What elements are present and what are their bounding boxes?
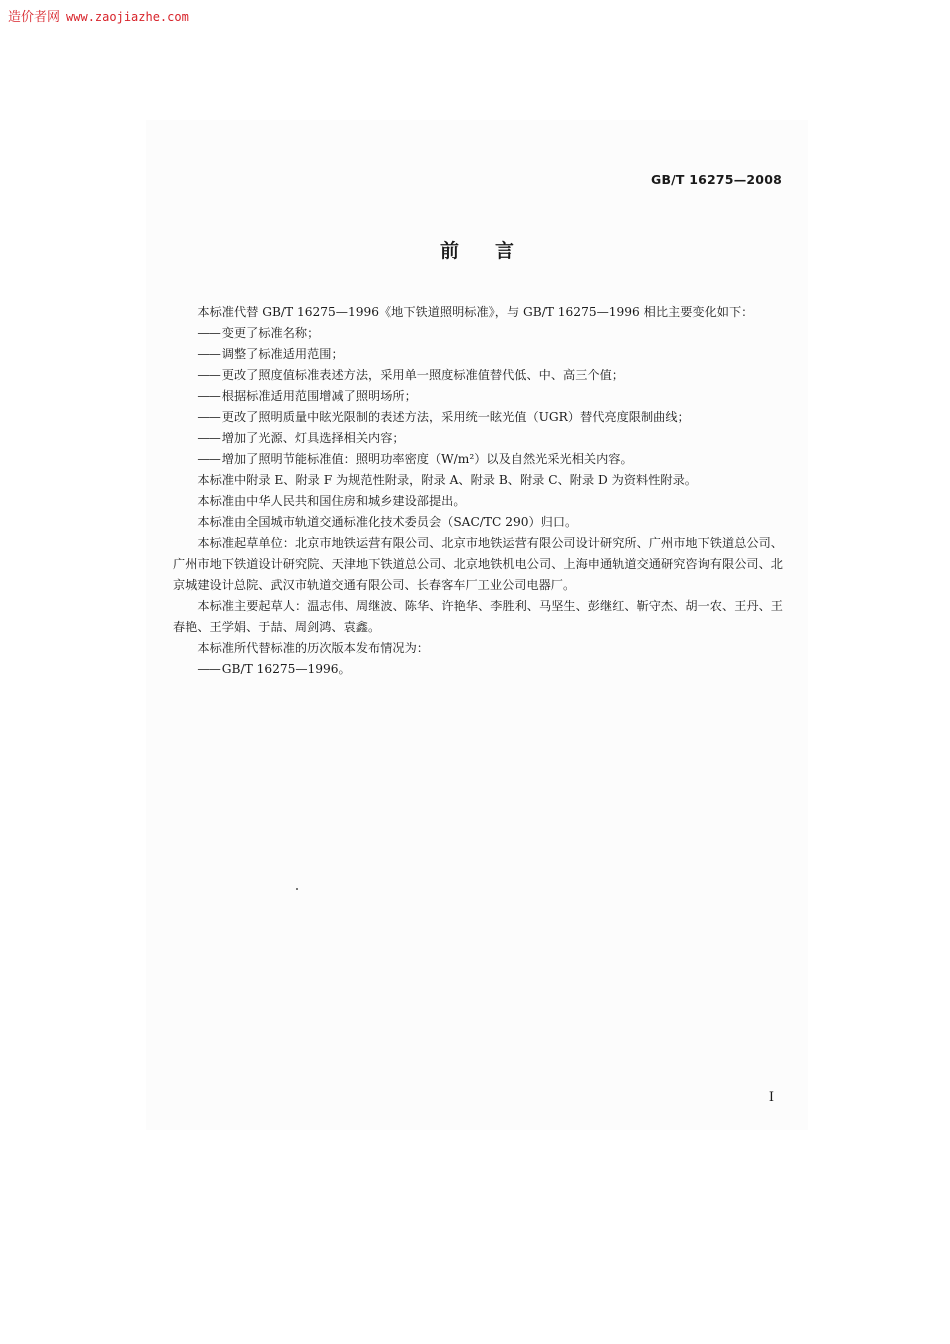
- standard-code: GB/T 16275—2008: [650, 172, 782, 187]
- dash-mark: ——: [197, 389, 220, 403]
- change-item-text: 根据标准适用范围增减了照明场所；: [221, 389, 417, 403]
- scan-speck: [296, 888, 298, 890]
- change-item-text: 更改了照明质量中眩光限制的表述方法，采用统一眩光值（UGR）替代亮度限制曲线；: [221, 410, 690, 424]
- proposer-statement: 本标准由中华人民共和国住房和城乡建设部提出。: [197, 494, 466, 508]
- page-number: I: [768, 1090, 774, 1105]
- dash-mark: ——: [197, 347, 220, 361]
- watermark: [8, 6, 189, 25]
- dash-mark: ——: [197, 431, 220, 445]
- change-item: [173, 449, 783, 470]
- history-statement: 本标准所代替标准的历次版本发布情况为：: [197, 641, 429, 655]
- history-item: [173, 659, 783, 680]
- dash-mark: ——: [197, 452, 220, 466]
- change-item: [173, 428, 783, 449]
- page-title: 前言: [439, 240, 550, 262]
- watermark-site-url: www.zaojiazhe.com: [66, 10, 189, 24]
- change-item: [173, 323, 783, 344]
- change-item: [173, 365, 783, 386]
- history-item-text: GB/T 16275—1996。: [221, 662, 351, 676]
- change-item-text: 增加了照明节能标准值：照明功率密度（W/m²）以及自然光采光相关内容。: [221, 452, 633, 466]
- change-item: [173, 344, 783, 365]
- watermark-site-name: 造价者网: [8, 10, 61, 25]
- change-item-text: 变更了标准名称；: [221, 326, 320, 340]
- dash-mark: ——: [197, 662, 220, 676]
- change-item-text: 更改了照度值标准表述方法，采用单一照度标准值替代低、中、高三个值；: [221, 368, 624, 382]
- change-item-text: 增加了光源、灯具选择相关内容；: [221, 431, 405, 445]
- appendix-statement: 本标准中附录 E、附录 F 为规范性附录，附录 A、附录 B、附录 C、附录 D 为资料性附录。: [197, 473, 697, 487]
- dash-mark: ——: [197, 410, 220, 424]
- dash-mark: ——: [197, 368, 220, 382]
- foreword-body: [173, 302, 783, 680]
- drafters-statement: 本标准主要起草人：温志伟、周继波、陈华、许艳华、李胜利、马坚生、彭继红、靳守杰、胡一农、王丹、王春艳、王学娟、于喆、周剑鸿、袁鑫。: [173, 599, 783, 634]
- drafting-units-statement: 本标准起草单位：北京市地铁运营有限公司、北京市地铁运营有限公司设计研究所、广州市地下铁道总公司、广州市地下铁道设计研究院、天津地下铁道总公司、北京地铁机电公司、上海申通轨道交通研究咨询有限公司、北京城建设计总院、武汉市轨道交通有限公司、长春客车厂工业公司电器厂。: [173, 536, 783, 592]
- intro-paragraph: 本标准代替 GB/T 16275—1996《地下铁道照明标准》，与 GB/T 16275—1996 相比主要变化如下：: [197, 305, 754, 319]
- change-item-text: 调整了标准适用范围；: [221, 347, 344, 361]
- change-item: [173, 407, 783, 428]
- committee-statement: 本标准由全国城市轨道交通标准化技术委员会（SAC/TC 290）归口。: [197, 515, 578, 529]
- document-page: [146, 120, 808, 1130]
- dash-mark: ——: [197, 326, 220, 340]
- change-item: [173, 386, 783, 407]
